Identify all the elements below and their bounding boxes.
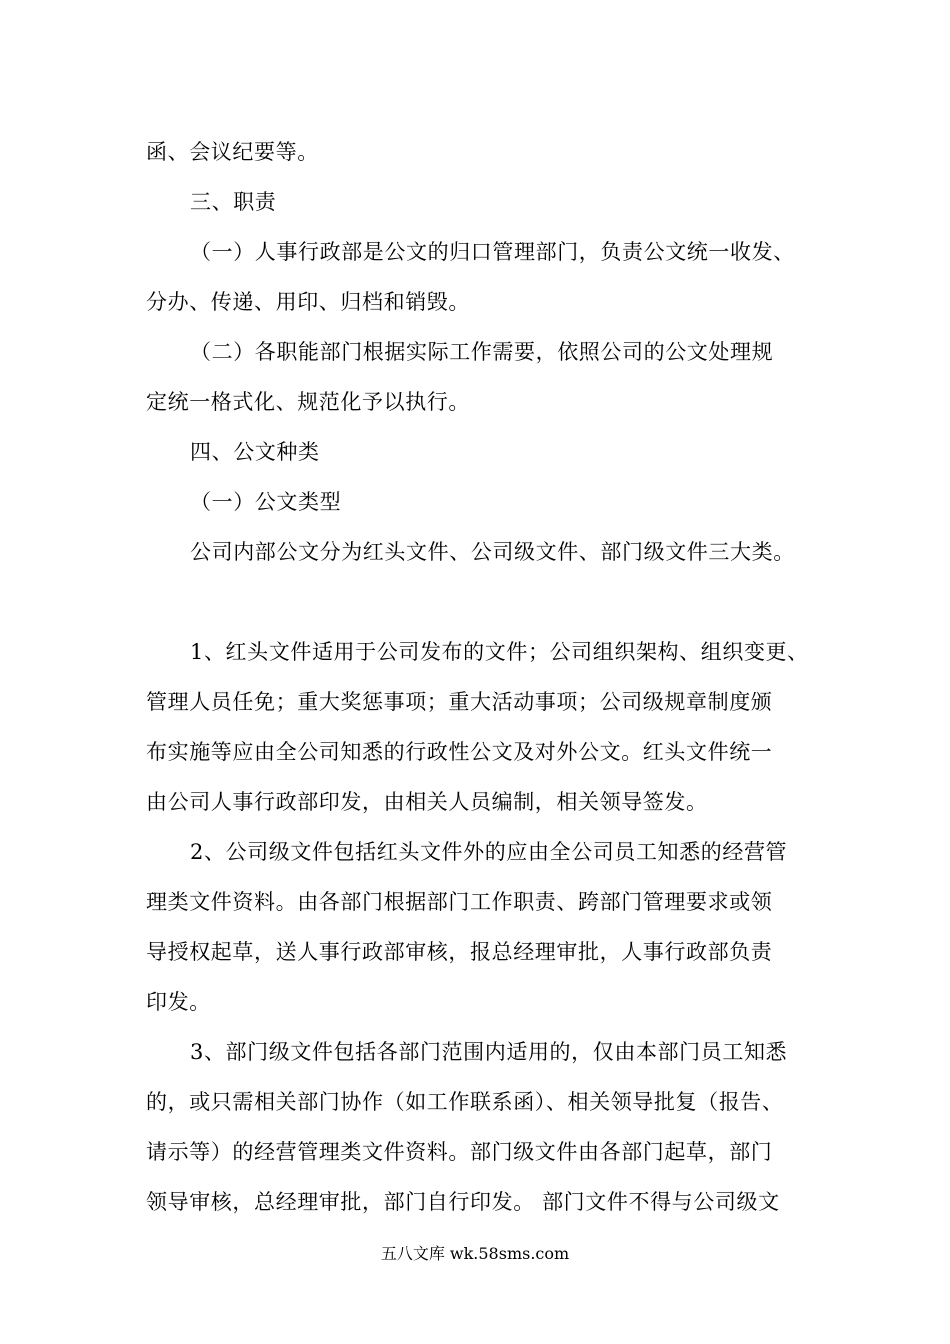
paragraph-line: 定统一格式化、规范化予以执行。 — [146, 390, 470, 414]
section-heading-duties: 三、职责 — [190, 190, 277, 214]
paragraph-line: 公司内部公文分为红头文件、公司级文件、部门级文件三大类。 — [190, 540, 795, 564]
paragraph-line: 布实施等应由全公司知悉的行政性公文及对外公文。红头文件统一 — [146, 740, 773, 764]
paragraph-line: 分办、传递、用印、归档和销毁。 — [146, 290, 470, 314]
subsection-heading: （一）公文类型 — [190, 490, 342, 514]
section-heading-document-types: 四、公文种类 — [190, 440, 320, 464]
paragraph-line: 的，或只需相关部门协作（如工作联系函）、相关领导批复（报告、 — [146, 1090, 784, 1114]
paragraph-line: 理类文件资料。由各部门根据部门工作职责、跨部门管理要求或领 — [146, 890, 773, 914]
page-footer: 五八文库 wk.58sms.com — [380, 1244, 570, 1263]
paragraph-line: 管理人员任免；重大奖惩事项；重大活动事项；公司级规章制度颁 — [146, 690, 773, 714]
paragraph-line: 由公司人事行政部印发，由相关人员编制，相关领导签发。 — [146, 790, 708, 814]
paragraph-line: 2、公司级文件包括红头文件外的应由全公司员工知悉的经营管 — [190, 840, 788, 864]
paragraph-line: 领导审核，总经理审批，部门自行印发。 部门文件不得与公司级文 — [146, 1190, 780, 1214]
paragraph-line: 函、会议纪要等。 — [146, 140, 319, 164]
paragraph-line: 印发。 — [146, 990, 211, 1014]
paragraph-line: 1、红头文件适用于公司发布的文件；公司组织架构、组织变更、 — [190, 640, 809, 664]
paragraph-line: 3、部门级文件包括各部门范围内适用的，仅由本部门员工知悉 — [190, 1040, 788, 1064]
paragraph-line: （一）人事行政部是公文的归口管理部门，负责公文统一收发、 — [190, 240, 795, 264]
paragraph-line: （二）各职能部门根据实际工作需要，依照公司的公文处理规 — [190, 340, 774, 364]
paragraph-line: 导授权起草，送人事行政部审核，报总经理审批，人事行政部负责 — [146, 940, 773, 964]
paragraph-line: 请示等）的经营管理类文件资料。部门级文件由各部门起草，部门 — [146, 1140, 773, 1164]
